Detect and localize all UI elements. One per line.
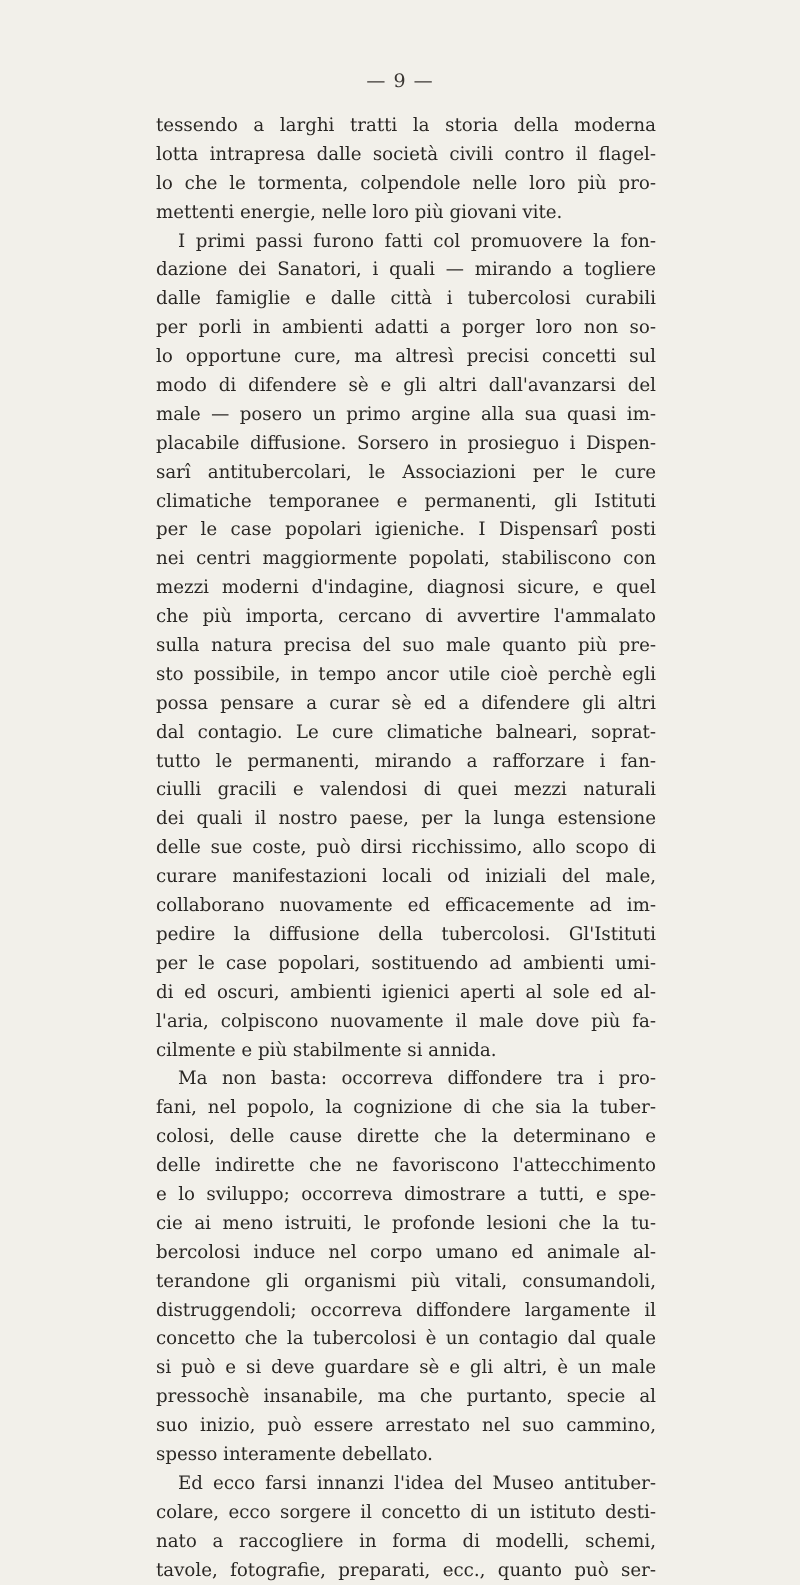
text-line: di ed oscuri, ambienti igienici aperti al sole ed al- (156, 981, 656, 1003)
text-line: tavole, fotografie, preparati, ecc., quanto può ser- (156, 1559, 656, 1581)
text-line: sto possibile, in tempo ancor utile cioè perchè egli (156, 663, 656, 685)
text-line: delle indirette che ne favoriscono l'attecchimento (156, 1155, 656, 1177)
text-line: colare, ecco sorgere il concetto di un istituto desti- (156, 1501, 656, 1523)
text-line: cilmente e più stabilmente si annida. (156, 1039, 497, 1061)
text-line: suo inizio, può essere arrestato nel suo cammino, (156, 1415, 656, 1437)
text-line: curare manifestazioni locali od iniziali del male, (156, 866, 656, 888)
text-line: bercolosi induce nel corpo umano ed animale al- (156, 1241, 656, 1263)
text-line: placabile diffusione. Sorsero in prosieguo i Dispen- (156, 432, 656, 454)
text-line: dal contagio. Le cure climatiche balneari, soprat- (156, 721, 656, 743)
text-line: terandone gli organismi più vitali, consumandoli, (156, 1270, 656, 1292)
text-line: nato a raccogliere in forma di modelli, schemi, (156, 1530, 656, 1552)
body-text (156, 112, 656, 1585)
text-line: l'aria, colpiscono nuovamente il male dove più fa- (156, 1010, 656, 1032)
text-line: tutto le permanenti, mirando a rafforzare i fan- (156, 750, 656, 772)
text-line: dei quali il nostro paese, per la lunga estensione (156, 808, 656, 830)
text-line: climatiche temporanee e permanenti, gli Istituti (156, 490, 656, 512)
text-line: per porli in ambienti adatti a porger loro non so- (156, 317, 656, 339)
text-line: cie ai meno istruiti, le profonde lesioni che la tu- (156, 1212, 656, 1234)
text-line: modo di difendere sè e gli altri dall'avanzarsi del (156, 375, 656, 397)
text-line: sulla natura precisa del suo male quanto più pre- (156, 635, 656, 657)
text-line: lo che le tormenta, colpendole nelle loro più pro- (156, 172, 656, 194)
text-line: dalle famiglie e dalle città i tubercolosi curabili (156, 288, 656, 310)
text-line: per le case popolari igieniche. I Dispensarî posti (156, 519, 656, 541)
text-line: mezzi moderni d'indagine, diagnosi sicure, e quel (156, 577, 656, 599)
text-line: lo opportune cure, ma altresì precisi concetti sul (156, 346, 656, 368)
text-line: Ed ecco farsi innanzi l'idea del Museo antituber- (178, 1472, 656, 1494)
text-line: colosi, delle cause dirette che la determinano e (156, 1126, 656, 1148)
text-line: nei centri maggiormente popolati, stabiliscono con (156, 548, 656, 570)
text-line: collaborano nuovamente ed efficacemente ad im- (156, 895, 656, 917)
text-line: per le case popolari, sostituendo ad ambienti umi- (156, 952, 656, 974)
text-line: dazione dei Sanatori, i quali — mirando a togliere (156, 259, 656, 281)
text-line: si può e si deve guardare sè e gli altri, è un male (156, 1357, 656, 1379)
text-line: concetto che la tubercolosi è un contagio dal quale (156, 1328, 656, 1350)
text-line: spesso interamente debellato. (156, 1443, 433, 1465)
text-line: ciulli gracili e valendosi di quei mezzi naturali (156, 779, 656, 801)
text-line: e lo sviluppo; occorreva dimostrare a tutti, e spe- (156, 1183, 656, 1205)
text-line: delle sue coste, può dirsi ricchissimo, allo scopo di (156, 837, 656, 859)
text-line: distruggendoli; occorreva diffondere largamente il (156, 1299, 656, 1321)
text-line: sarî antitubercolari, le Associazioni per le cure (156, 461, 656, 483)
text-line: che più importa, cercano di avvertire l'ammalato (156, 606, 656, 628)
text-line: male — posero un primo argine alla sua quasi im- (156, 403, 656, 425)
text-line: tessendo a larghi tratti la storia della moderna (156, 115, 656, 136)
text-line: possa pensare a curar sè ed a difendere gli altri (156, 692, 656, 714)
page-number: — 9 — (366, 70, 434, 92)
text-line: I primi passi furono fatti col promuovere la fon- (178, 230, 656, 252)
text-line: lotta intrapresa dalle società civili contro il flagel- (156, 143, 656, 165)
text-line: mettenti energie, nelle loro più giovani vite. (156, 201, 563, 223)
text-line: fani, nel popolo, la cognizione di che sia la tuber- (156, 1097, 656, 1119)
text-line: pressochè insanabile, ma che purtanto, specie al (156, 1386, 656, 1408)
text-line: Ma non basta: occorreva diffondere tra i pro- (178, 1068, 656, 1090)
text-line: pedire la diffusione della tubercolosi. Gl'Istituti (156, 923, 656, 945)
